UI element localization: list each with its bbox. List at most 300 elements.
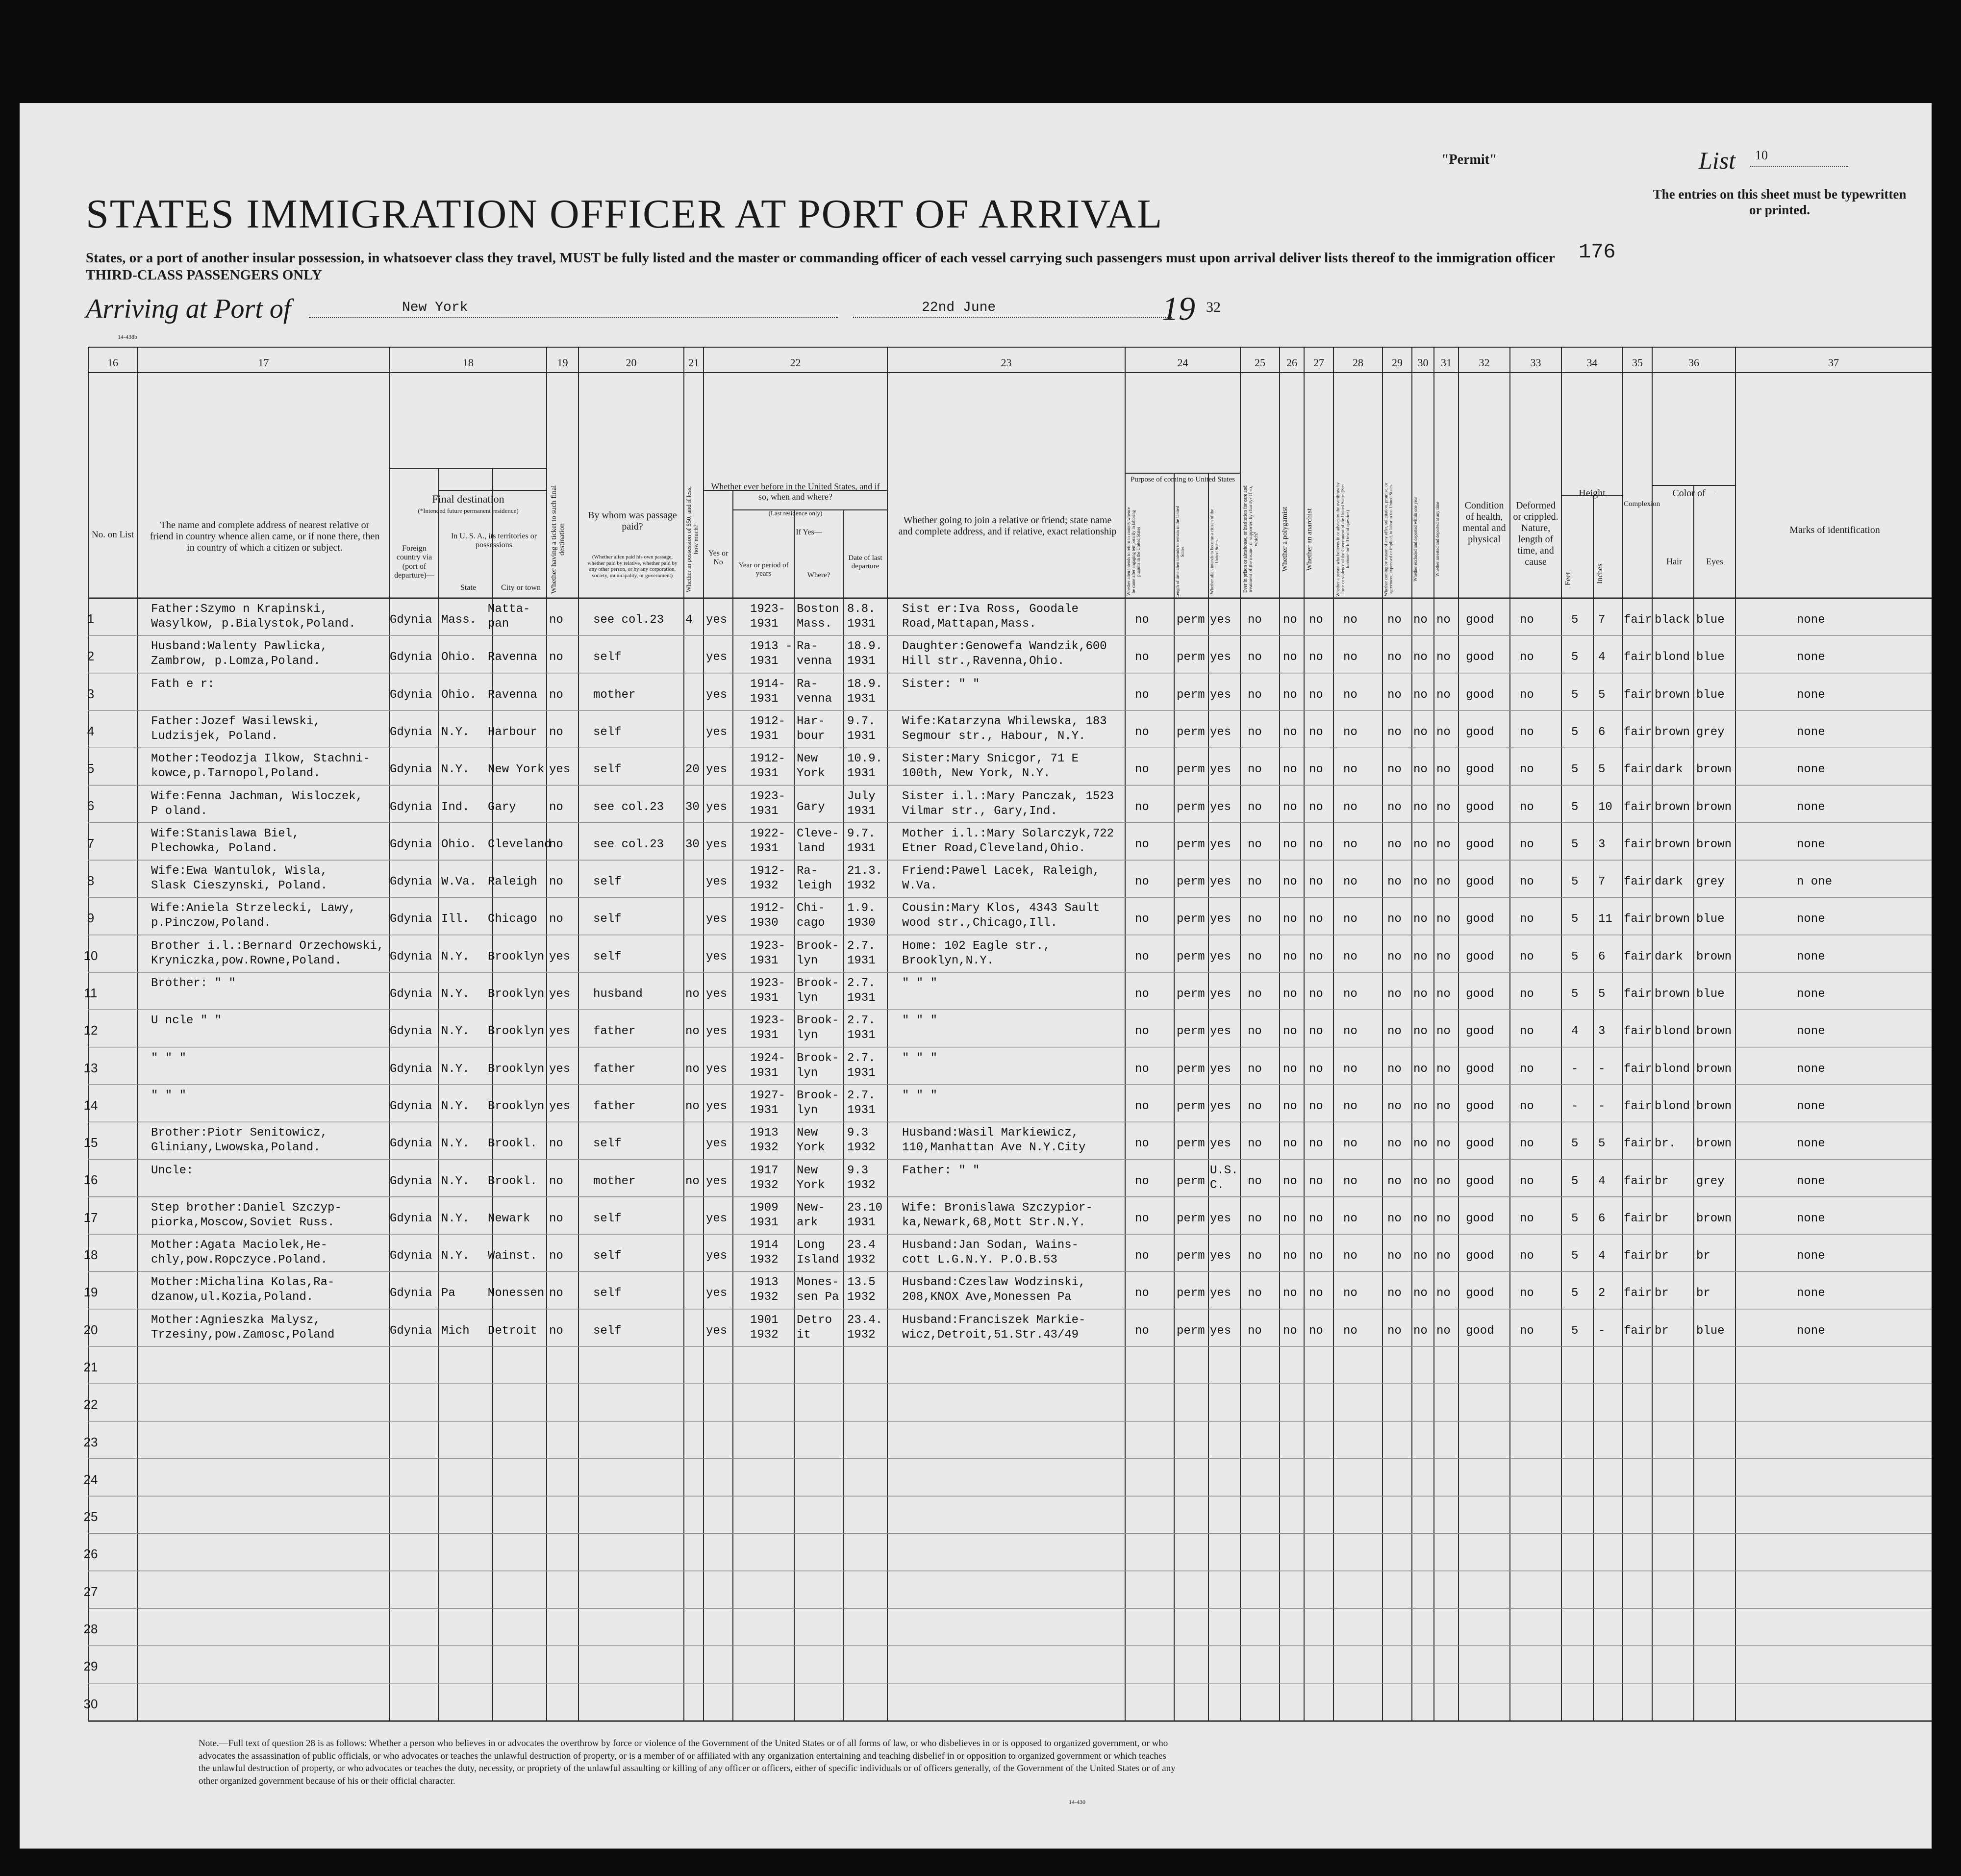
relative-cell-line: Father:Jozef Wasilewski, xyxy=(151,714,321,728)
row-number: 27 xyxy=(83,1584,98,1599)
joining-cell-line: " " " xyxy=(902,977,938,990)
city-cell: Brooklyn xyxy=(488,1062,545,1076)
before-us-cell: yes xyxy=(706,1324,728,1338)
q31-cell: no xyxy=(1436,1174,1451,1188)
departure-cell: 2.7. 1931 xyxy=(847,977,876,1005)
column-number: 19 xyxy=(557,356,568,369)
header-if-yes: If Yes— xyxy=(796,528,822,536)
purpose-return-cell: no xyxy=(1135,1174,1149,1188)
anarchist-cell: no xyxy=(1309,800,1323,814)
column-number: 24 xyxy=(1177,356,1188,369)
header-eyes: Eyes xyxy=(1706,557,1723,566)
state-cell: Ohio. xyxy=(441,651,477,664)
city-cell: Brooklyn xyxy=(488,1099,545,1113)
purpose-citizen-cell: yes xyxy=(1210,763,1232,777)
complexion-cell: fair xyxy=(1624,1324,1652,1338)
feet-cell: 5 xyxy=(1571,950,1579,963)
q30-cell: no xyxy=(1413,837,1428,851)
purpose-return-cell: no xyxy=(1135,613,1149,627)
inches-cell: 6 xyxy=(1598,950,1606,963)
inches-cell: 4 xyxy=(1598,1249,1606,1263)
purpose-citizen-cell: U.S. C. xyxy=(1210,1164,1238,1192)
years-cell: 1912- 1931 xyxy=(750,752,786,781)
paid-by-cell: father xyxy=(593,1062,636,1076)
state-cell: N.Y. xyxy=(441,725,470,739)
row-number: 11 xyxy=(84,985,98,1000)
q30-cell: no xyxy=(1413,1099,1428,1113)
where-cell: Ra- venna xyxy=(797,640,832,668)
paid-by-cell: self xyxy=(593,1212,622,1225)
state-cell: N.Y. xyxy=(441,988,470,1001)
row-number: 16 xyxy=(83,1172,98,1188)
header-city: City or town xyxy=(501,583,541,592)
via-cell: Gdynia xyxy=(390,800,432,814)
before-us-cell: yes xyxy=(706,913,728,926)
q30-cell: no xyxy=(1413,1137,1428,1151)
q28-cell: no xyxy=(1343,1099,1358,1113)
where-cell: Brook- lyn xyxy=(797,1089,839,1117)
where-cell: Chi- cago xyxy=(797,902,825,930)
years-cell: 1909 1931 xyxy=(750,1201,779,1229)
years-cell: 1923- 1931 xyxy=(750,789,786,818)
relative-cell-line: U ncle " " xyxy=(151,1014,222,1028)
header-feet: Feet xyxy=(1564,572,1572,585)
purpose-length-cell: perm xyxy=(1177,1099,1205,1113)
relative-cell xyxy=(151,901,356,931)
health-cell: good xyxy=(1466,950,1494,963)
anarchist-cell: no xyxy=(1309,688,1323,702)
before-us-cell: yes xyxy=(706,800,728,814)
relative-cell-line: Mother:Agnieszka Malysz, xyxy=(151,1313,321,1327)
ticket-cell: yes xyxy=(549,763,571,777)
marks-cell: none xyxy=(1797,763,1825,777)
feet-cell: 5 xyxy=(1571,763,1579,777)
feet-cell: 5 xyxy=(1571,1287,1579,1300)
purpose-return-cell: no xyxy=(1135,837,1149,851)
row-number: 9 xyxy=(87,911,95,926)
relative-cell xyxy=(151,1275,334,1305)
relative-cell-line: Husband:Walenty Pawlicka, xyxy=(151,640,328,654)
relative-cell-line: Wasylkow, p.Bialystok,Poland. xyxy=(151,617,356,631)
hair-cell: blond xyxy=(1655,1099,1690,1113)
ticket-cell: no xyxy=(549,837,563,851)
deformed-cell: no xyxy=(1520,1212,1534,1225)
hair-cell: brown xyxy=(1655,837,1690,851)
purpose-length-cell: perm xyxy=(1177,613,1205,627)
joining-cell xyxy=(902,939,1050,968)
years-cell: 1914- 1931 xyxy=(750,677,786,706)
purpose-return-cell: no xyxy=(1135,988,1149,1001)
hair-cell: br xyxy=(1655,1212,1669,1225)
joining-cell-line: Husband:Franciszek Markie- xyxy=(902,1313,1086,1327)
header-complexion: Complexion xyxy=(1624,500,1660,508)
header-final-destination-note: (*Intended future permanent residence) xyxy=(418,507,519,514)
relative-cell-line: Zambrow, p.Lomza,Poland. xyxy=(151,655,321,668)
fifty-dollars-cell: 4 xyxy=(685,613,693,627)
prison-cell: no xyxy=(1248,1287,1262,1300)
q29-cell: no xyxy=(1387,875,1402,889)
departure-cell: 2.7. 1931 xyxy=(847,1051,876,1080)
anarchist-cell: no xyxy=(1309,1287,1323,1300)
permit-label: "Permit" xyxy=(1441,152,1497,167)
health-cell: good xyxy=(1466,1062,1494,1076)
purpose-citizen-cell: yes xyxy=(1210,688,1232,702)
eyes-cell: grey xyxy=(1696,1174,1725,1188)
before-us-cell: yes xyxy=(706,988,728,1001)
complexion-cell: fair xyxy=(1624,837,1652,851)
city-cell: Brooklyn xyxy=(488,950,545,963)
complexion-cell: fair xyxy=(1624,688,1652,702)
relative-cell xyxy=(151,939,384,968)
q29-cell: no xyxy=(1387,1099,1402,1113)
deformed-cell: no xyxy=(1520,688,1534,702)
row-number: 25 xyxy=(83,1509,98,1524)
health-cell: good xyxy=(1466,1212,1494,1225)
inches-cell: 6 xyxy=(1598,1212,1606,1225)
anarchist-cell: no xyxy=(1309,1137,1323,1151)
q28-cell: no xyxy=(1343,1062,1358,1076)
q30-cell: no xyxy=(1413,1174,1428,1188)
q29-cell: no xyxy=(1387,950,1402,963)
q29-cell: no xyxy=(1387,1324,1402,1338)
relative-cell xyxy=(151,1238,327,1268)
state-cell: Pa xyxy=(441,1287,455,1300)
prison-cell: no xyxy=(1248,913,1262,926)
city-cell: Harbour xyxy=(488,725,537,739)
row-number: 23 xyxy=(83,1434,98,1449)
row-number: 14 xyxy=(83,1097,98,1113)
relative-cell-line: P oland. xyxy=(151,804,208,818)
column-number: 34 xyxy=(1586,356,1598,369)
header-where: Where? xyxy=(807,571,830,579)
where-cell: New York xyxy=(797,1126,825,1155)
inches-cell: 5 xyxy=(1598,688,1606,702)
purpose-length-cell: perm xyxy=(1177,988,1205,1001)
before-us-cell: yes xyxy=(706,837,728,851)
state-cell: Ill. xyxy=(441,913,470,926)
joining-cell xyxy=(902,1051,937,1066)
before-us-cell: yes xyxy=(706,651,728,664)
before-us-cell: yes xyxy=(706,763,728,777)
header-fifty-dollars: Whether in possession of $50, and if less, how much? xyxy=(685,486,700,593)
joining-cell-line: Segmour str., Habour, N.Y. xyxy=(902,729,1086,743)
before-us-cell: yes xyxy=(706,1249,728,1263)
relative-cell xyxy=(151,1313,334,1343)
column-number: 16 xyxy=(107,356,118,369)
q30-cell: no xyxy=(1413,1324,1428,1338)
purpose-return-cell: no xyxy=(1135,1249,1149,1263)
via-cell: Gdynia xyxy=(390,1212,432,1225)
where-cell: Mones- sen Pa xyxy=(797,1276,839,1304)
purpose-length-cell: perm xyxy=(1177,1025,1205,1039)
deformed-cell: no xyxy=(1520,800,1534,814)
health-cell: good xyxy=(1466,913,1494,926)
joining-cell-line: Husband:Jan Sodan, Wains- xyxy=(902,1239,1079,1252)
state-cell: N.Y. xyxy=(441,1137,470,1151)
eyes-cell: blue xyxy=(1696,651,1725,664)
q28-cell: no xyxy=(1343,1287,1358,1300)
joining-cell xyxy=(902,752,1079,781)
q31-cell: no xyxy=(1436,763,1451,777)
inches-cell: 4 xyxy=(1598,1174,1606,1188)
purpose-return-cell: no xyxy=(1135,1137,1149,1151)
joining-cell-line: W.Va. xyxy=(902,879,938,893)
joining-cell-line: Vilmar str., Gary,Ind. xyxy=(902,804,1057,818)
deformed-cell: no xyxy=(1520,875,1534,889)
q29-cell: no xyxy=(1387,1025,1402,1039)
paid-by-cell: see col.23 xyxy=(593,613,664,627)
ticket-cell: no xyxy=(549,1287,563,1300)
city-cell: Brooklyn xyxy=(488,1025,545,1039)
purpose-return-cell: no xyxy=(1135,950,1149,963)
polygamist-cell: no xyxy=(1283,1062,1297,1076)
deformed-cell: no xyxy=(1520,1099,1534,1113)
before-us-cell: yes xyxy=(706,1062,728,1076)
hair-cell: br. xyxy=(1655,1137,1676,1151)
state-cell: N.Y. xyxy=(441,1174,470,1188)
via-cell: Gdynia xyxy=(390,725,432,739)
eyes-cell: blue xyxy=(1696,988,1725,1001)
state-cell: N.Y. xyxy=(441,1212,470,1225)
q29-cell: no xyxy=(1387,913,1402,926)
complexion-cell: fair xyxy=(1624,913,1652,926)
q29-cell: no xyxy=(1387,837,1402,851)
q28-cell: no xyxy=(1343,613,1358,627)
marks-cell: none xyxy=(1797,1249,1825,1263)
paid-by-cell: father xyxy=(593,1099,636,1113)
state-cell: Ohio. xyxy=(441,688,477,702)
prison-cell: no xyxy=(1248,613,1262,627)
ticket-cell: no xyxy=(549,651,563,664)
polygamist-cell: no xyxy=(1283,800,1297,814)
deformed-cell: no xyxy=(1520,1324,1534,1338)
relative-cell-line: Wife:Aniela Strzelecki, Lawy, xyxy=(151,902,356,915)
years-cell: 1923- 1931 xyxy=(750,1014,786,1042)
departure-cell: 18.9. 1931 xyxy=(847,640,883,668)
health-cell: good xyxy=(1466,688,1494,702)
deformed-cell: no xyxy=(1520,1137,1534,1151)
relative-cell-line: Step brother:Daniel Szczyp- xyxy=(151,1201,342,1215)
where-cell: Detro it xyxy=(797,1313,832,1342)
polygamist-cell: no xyxy=(1283,688,1297,702)
row-number: 15 xyxy=(83,1135,98,1150)
purpose-citizen-cell: yes xyxy=(1210,950,1232,963)
via-cell: Gdynia xyxy=(390,1287,432,1300)
inches-cell: 5 xyxy=(1598,763,1606,777)
row-number: 1 xyxy=(87,611,95,626)
where-cell: Brook- lyn xyxy=(797,1014,839,1042)
deformed-cell: no xyxy=(1520,1025,1534,1039)
prison-cell: no xyxy=(1248,800,1262,814)
q28-cell: no xyxy=(1343,1137,1358,1151)
joining-cell xyxy=(902,1201,1093,1230)
typewritten-instruction: The entries on this sheet must be typewritten or printed. xyxy=(1653,187,1907,218)
feet-cell: 5 xyxy=(1571,613,1579,627)
purpose-return-cell: no xyxy=(1135,1324,1149,1338)
feet-cell: - xyxy=(1571,1099,1579,1113)
ticket-cell: no xyxy=(549,725,563,739)
health-cell: good xyxy=(1466,1099,1494,1113)
header-polygamist: Whether a polygamist xyxy=(1281,507,1289,572)
header-purpose-return: Whether alien intends to return to country whence he came after engaging temporarily in laboring pursuits in the United States xyxy=(1126,507,1141,596)
joining-cell-line: Father: " " xyxy=(902,1164,980,1177)
ticket-cell: no xyxy=(549,913,563,926)
column-number: 23 xyxy=(1001,356,1012,369)
feet-cell: 5 xyxy=(1571,988,1579,1001)
q30-cell: no xyxy=(1413,913,1428,926)
relative-cell xyxy=(151,1164,193,1178)
ticket-cell: yes xyxy=(549,1099,571,1113)
hair-cell: br xyxy=(1655,1249,1669,1263)
where-cell: New York xyxy=(797,1164,825,1192)
ticket-cell: yes xyxy=(549,1025,571,1039)
purpose-return-cell: no xyxy=(1135,1062,1149,1076)
column-number: 26 xyxy=(1286,356,1297,369)
health-cell: good xyxy=(1466,1249,1494,1263)
state-cell: N.Y. xyxy=(441,763,470,777)
hair-cell: dark xyxy=(1655,950,1683,963)
departure-cell: July 1931 xyxy=(847,789,876,818)
q29-cell: no xyxy=(1387,800,1402,814)
purpose-return-cell: no xyxy=(1135,913,1149,926)
column-number: 30 xyxy=(1417,356,1429,369)
marks-cell: none xyxy=(1797,837,1825,851)
relative-cell-line: p.Pinczow,Poland. xyxy=(151,916,271,930)
inches-cell: 3 xyxy=(1598,837,1606,851)
row-number: 8 xyxy=(87,873,95,888)
marks-cell: none xyxy=(1797,725,1825,739)
anarchist-cell: no xyxy=(1309,988,1323,1001)
before-us-cell: yes xyxy=(706,1025,728,1039)
relative-cell-line: Uncle: xyxy=(151,1164,194,1177)
polygamist-cell: no xyxy=(1283,837,1297,851)
where-cell: Brook- lyn xyxy=(797,939,839,967)
date-value: 22nd June xyxy=(922,300,996,315)
q31-cell: no xyxy=(1436,1324,1451,1338)
purpose-length-cell: perm xyxy=(1177,800,1205,814)
polygamist-cell: no xyxy=(1283,1212,1297,1225)
header-inches: Inches xyxy=(1596,563,1604,584)
marks-cell: none xyxy=(1797,800,1825,814)
purpose-citizen-cell: yes xyxy=(1210,1025,1232,1039)
marks-cell: none xyxy=(1797,1137,1825,1151)
joining-cell xyxy=(902,901,1100,931)
relative-cell-line: Trzesiny,pow.Zamosc,Poland xyxy=(151,1328,335,1342)
year-suffix: 32 xyxy=(1206,299,1221,315)
city-cell: Matta- pan xyxy=(488,603,530,631)
purpose-length-cell: perm xyxy=(1177,913,1205,926)
departure-cell: 2.7. 1931 xyxy=(847,1089,876,1117)
row-number: 30 xyxy=(83,1696,98,1711)
q30-cell: no xyxy=(1413,763,1428,777)
q28-cell: no xyxy=(1343,651,1358,664)
paid-by-cell: self xyxy=(593,763,622,777)
joining-cell-line: Sister: " " xyxy=(902,677,980,691)
where-cell: Brook- lyn xyxy=(797,1051,839,1080)
column-number: 20 xyxy=(626,356,637,369)
before-us-cell: yes xyxy=(706,688,728,702)
years-cell: 1917 1932 xyxy=(750,1164,779,1192)
row-number: 4 xyxy=(87,723,95,738)
q29-cell: no xyxy=(1387,651,1402,664)
feet-cell: 5 xyxy=(1571,1324,1579,1338)
q29-cell: no xyxy=(1387,1287,1402,1300)
relative-cell-line: piorka,Moscow,Soviet Russ. xyxy=(151,1216,335,1229)
departure-cell: 9.7. 1931 xyxy=(847,714,876,743)
ticket-cell: no xyxy=(549,1249,563,1263)
joining-cell xyxy=(902,1313,1085,1343)
complexion-cell: fair xyxy=(1624,1062,1652,1076)
relative-cell xyxy=(151,1051,186,1066)
city-cell: New York xyxy=(488,763,545,777)
joining-cell xyxy=(902,827,1114,856)
eyes-cell: br xyxy=(1696,1249,1710,1263)
years-cell: 1923- 1931 xyxy=(750,603,786,631)
health-cell: good xyxy=(1466,1174,1494,1188)
health-cell: good xyxy=(1466,1025,1494,1039)
where-cell: Brook- lyn xyxy=(797,977,839,1005)
q29-cell: no xyxy=(1387,1174,1402,1188)
city-cell: Brookl. xyxy=(488,1137,537,1151)
eyes-cell: br xyxy=(1696,1287,1710,1300)
fifty-dollars-cell: 30 xyxy=(685,800,700,814)
years-cell: 1923- 1931 xyxy=(750,939,786,967)
inches-cell: 4 xyxy=(1598,651,1606,664)
joining-cell-line: Friend:Pawel Lacek, Raleigh, xyxy=(902,864,1100,878)
paid-by-cell: mother xyxy=(593,1174,636,1188)
years-cell: 1922- 1931 xyxy=(750,827,786,855)
relative-cell-line: Mother:Agata Maciolek,He- xyxy=(151,1239,328,1252)
via-cell: Gdynia xyxy=(390,1249,432,1263)
feet-cell: - xyxy=(1571,1062,1579,1076)
header-last-departure: Date of last departure xyxy=(848,554,882,571)
health-cell: good xyxy=(1466,837,1494,851)
joining-cell-line: Husband:Wasil Markiewicz, xyxy=(902,1126,1079,1140)
before-us-cell: yes xyxy=(706,1174,728,1188)
polygamist-cell: no xyxy=(1283,763,1297,777)
anarchist-cell: no xyxy=(1309,875,1323,889)
polygamist-cell: no xyxy=(1283,613,1297,627)
state-cell: N.Y. xyxy=(441,1025,470,1039)
relative-cell xyxy=(151,976,236,991)
marks-cell: none xyxy=(1797,950,1825,963)
joining-cell-line: Road,Mattapan,Mass. xyxy=(902,617,1036,631)
polygamist-cell: no xyxy=(1283,875,1297,889)
joining-cell-line: Brooklyn,N.Y. xyxy=(902,954,994,967)
complexion-cell: fair xyxy=(1624,1174,1652,1188)
q28-cell: no xyxy=(1343,837,1358,851)
form-number: 14-438b xyxy=(118,333,137,340)
column-number: 22 xyxy=(790,356,801,369)
paid-by-cell: self xyxy=(593,1287,622,1300)
complexion-cell: fair xyxy=(1624,1249,1652,1263)
before-us-cell: yes xyxy=(706,613,728,627)
city-cell: Wainst. xyxy=(488,1249,537,1263)
header-usa-possessions: In U. S. A., its territories or possessions xyxy=(451,532,537,550)
anarchist-cell: no xyxy=(1309,1174,1323,1188)
state-cell: Ind. xyxy=(441,800,470,814)
q31-cell: no xyxy=(1436,1212,1451,1225)
complexion-cell: fair xyxy=(1624,1025,1652,1039)
purpose-length-cell: perm xyxy=(1177,1287,1205,1300)
port-value: New York xyxy=(402,300,468,315)
relative-cell xyxy=(151,1126,327,1155)
page-title: STATES IMMIGRATION OFFICER AT PORT OF ARRIVAL xyxy=(86,191,1163,237)
purpose-length-cell: perm xyxy=(1177,725,1205,739)
row-number: 5 xyxy=(87,761,95,776)
q30-cell: no xyxy=(1413,1249,1428,1263)
complexion-cell: fair xyxy=(1624,1212,1652,1225)
